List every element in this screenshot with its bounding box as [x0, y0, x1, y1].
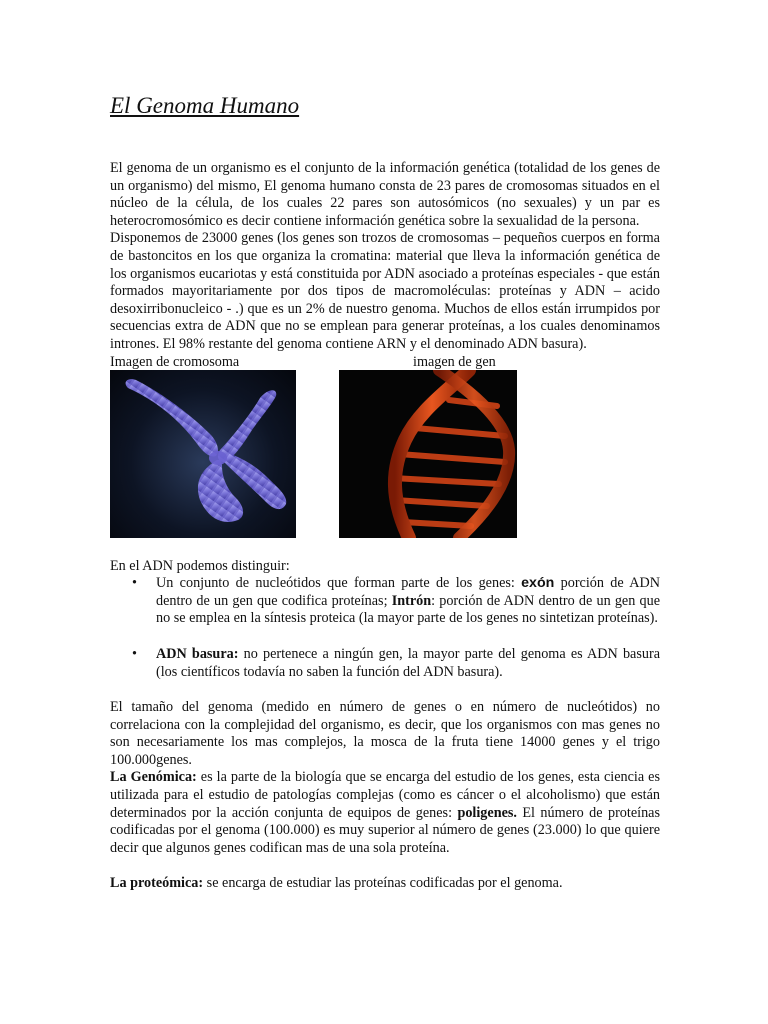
document-page — [110, 92, 660, 893]
term-genomica: La Genómica: — [110, 769, 197, 786]
gene-image — [339, 370, 517, 538]
page-title: El Genoma Humano — [110, 93, 300, 118]
chromosome-illustration — [110, 370, 296, 538]
term-adn-basura: ADN basura: — [156, 645, 239, 662]
adn-components-list — [110, 575, 660, 681]
chromosome-image — [110, 370, 296, 538]
paragraph-proteomica: La proteómica: se encarga de estudiar las proteínas codificadas por el genoma. — [110, 875, 563, 892]
caption-gene: imagen de gen — [413, 353, 496, 370]
term-exon: exón — [521, 575, 555, 592]
list-item-adn-basura: • ADN basura: no pertenece a ningún gen, la mayor parte del genoma es ADN basura (los científicos todavía no saben la función del ADN basura). — [156, 646, 660, 681]
paragraph-genomica: La Genómica: es la parte de la biología que se encarga del estudio de los genes, esta ciencia es utilizada para el estudio de patologías complejas (como es cáncer o el alcoholismo) que están determinados por la acción conjunta de equipos de genes: poligenes. El número de proteínas codificadas por el genoma (100.000) es muy superior al número de genes (23.000) lo que quiere decir que algunos genes codifican mas de una sola proteína. — [110, 769, 661, 856]
caption-chromosome: Imagen de cromosoma — [110, 353, 240, 370]
list-item-exon-intron: • Un conjunto de nucleótidos que forman parte de los genes: exón porción de ADN dentro de un gen que codifica proteínas; Intrón: porción de ADN dentro de un gen que no se emplea en la síntesis proteica (la mayor parte de los genes no sintetizan proteínas). — [156, 575, 660, 628]
image-row — [110, 370, 660, 538]
term-poligenes: poligenes. — [457, 804, 517, 821]
paragraph-genes-count: Disponemos de 23000 genes (los genes son trozos de cromosomas – pequeños cuerpos en forma de bastoncitos en los que organiza la cromatina: material que lleva la información genética de los organismos eucariotas y está constituida por ADN asociado a proteínas especiales - que están formados mayoritariamente por dos tipos de macromoléculas: proteínas y ADN – acido desoxirribonucleico - .) que es un 2% de nuestro genoma. Muchos de ellos están irrumpidos por secuencias extra de ADN que no se emplean para generar proteínas, a los cuales denominamos intrones. El 98% restante del genoma contiene ARN y el denominado ADN basura). — [110, 230, 660, 352]
term-proteomica: La proteómica: — [110, 875, 204, 892]
paragraph-genome-definition: El genoma de un organismo es el conjunto de la información genética (totalidad de los genes de un organismo) del mismo, El genoma humano consta de 23 pares de cromosomas situados en el núcleo de la célula, de los cuales 22 pares son autosómicos (no sexuales) y un par es heterocromosómico es decir contiene información genética sobre la sexualidad de la persona. — [110, 160, 660, 229]
term-intron: Intrón — [391, 592, 432, 609]
paragraph-genome-size: El tamaño del genoma (medido en número de genes o en número de nucleótidos) no correlaciona con la complejidad del organismo, es decir, que los organismos con mas genes no son necesariamente los mas complejos, la mosca de la fruta tiene 14000 genes y el trigo 100.000genes. — [110, 699, 660, 768]
list-intro: En el ADN podemos distinguir: — [110, 557, 290, 574]
dna-helix-illustration — [339, 370, 517, 538]
